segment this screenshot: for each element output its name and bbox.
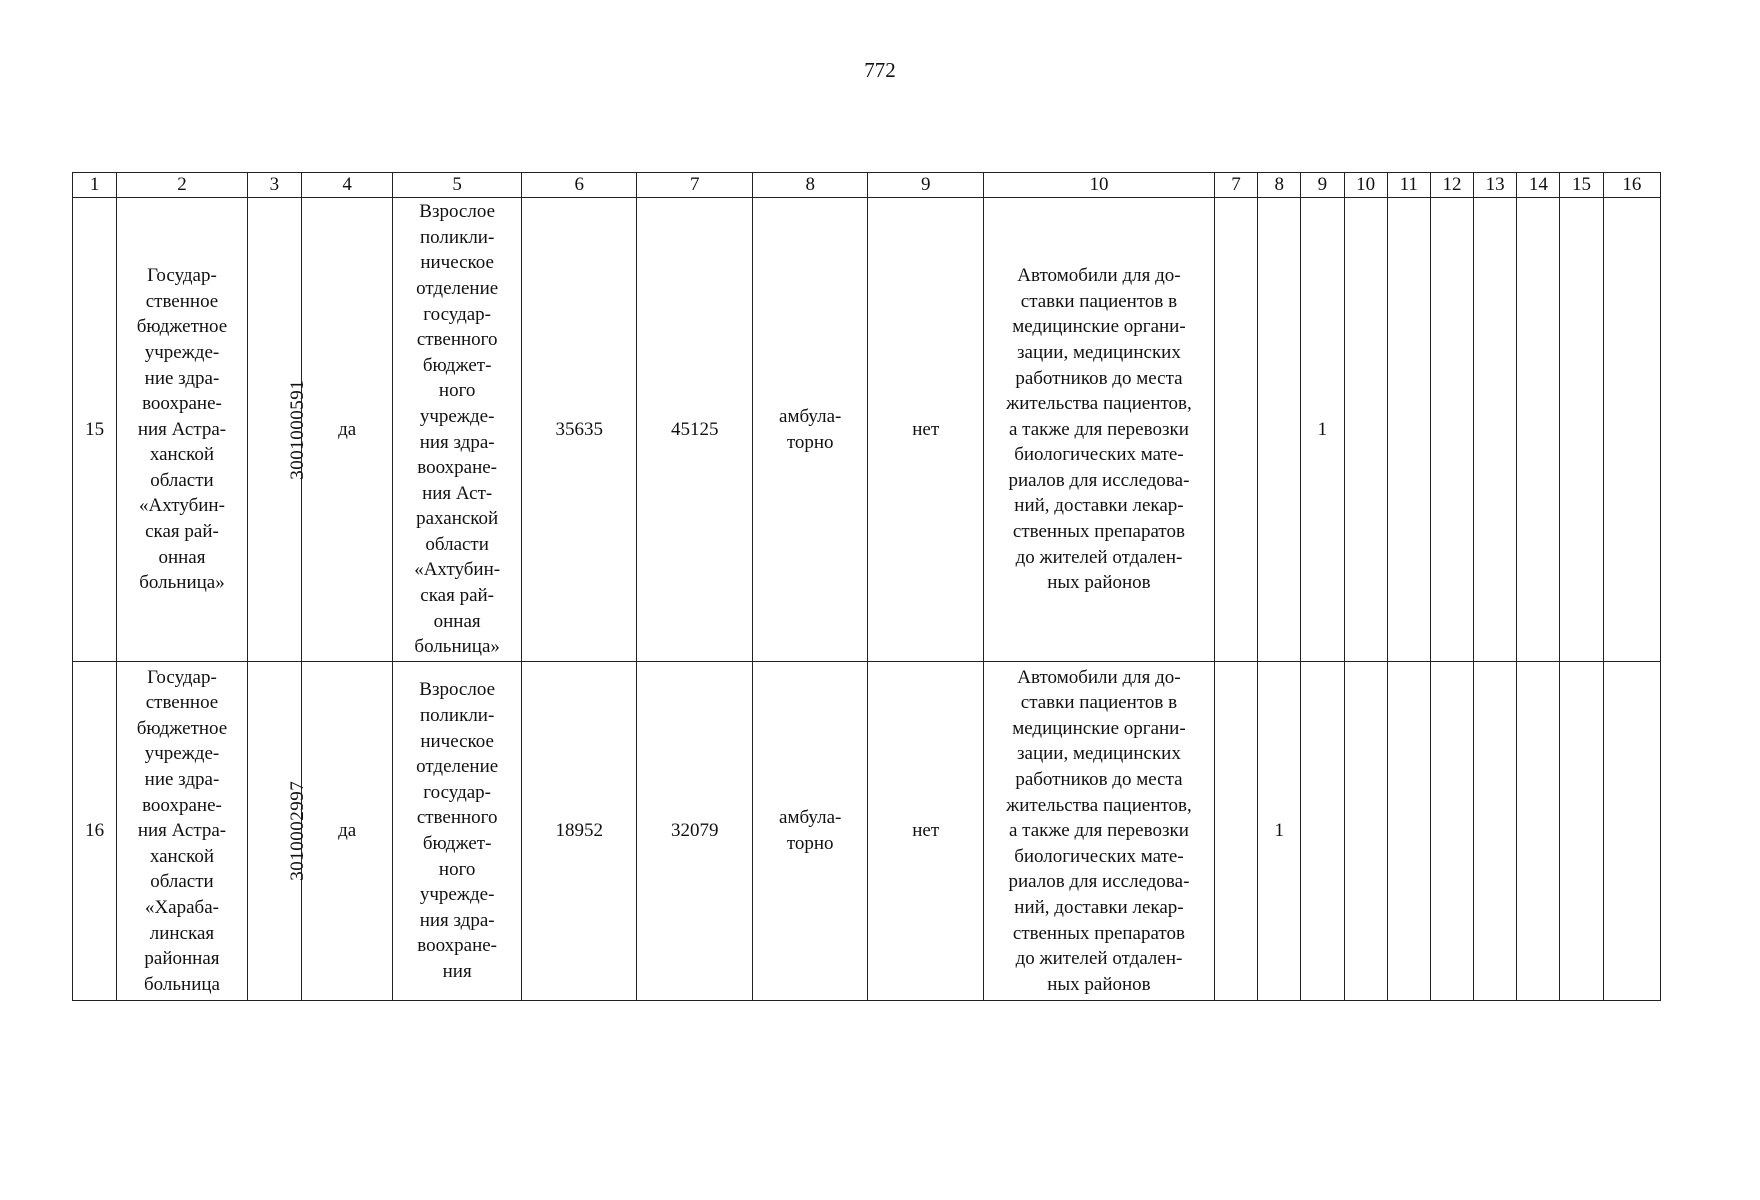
vehicle-purpose: Автомобили для до- ставки пациентов в медицинские органи- зации, медицинских работников до места жительства пациентов, а также для перевозки биологических мате- риалов для исследова- ний, доставки лекар- ственных препаратов до жителей отдален- ных районов [983,198,1214,662]
count-cell [1474,662,1517,1001]
count-cell [1387,198,1430,662]
data-table [72,172,1661,1001]
header-cell: 4 [301,173,392,198]
header-cell: 6 [521,173,637,198]
count-cell [1603,198,1660,662]
organization-code: 3010002997 [286,781,308,881]
header-cell: 2 [117,173,248,198]
count-cell: 1 [1258,662,1301,1001]
page-number: 772 [864,58,896,82]
count-cell [1214,198,1257,662]
value-7: 32079 [637,662,753,1001]
vehicle-purpose: Автомобили для до- ставки пациентов в медицинские органи- зации, медицинских работников до места жительства пациентов, а также для перевозки биологических мате- риалов для исследова- ний, доставки лекар- ственных препаратов до жителей отдален- ных районов [983,662,1214,1001]
count-cell [1517,198,1560,662]
header-cell: 1 [73,173,117,198]
header-cell: 10 [983,173,1214,198]
header-cell: 7 [637,173,753,198]
header-cell: 8 [752,173,868,198]
count-cell [1603,662,1660,1001]
count-cell [1344,198,1387,662]
header-cell: 7 [1214,173,1257,198]
organization-code: 3001000591 [286,379,308,480]
value-9: нет [868,662,984,1001]
count-cell [1560,662,1603,1001]
header-cell: 10 [1344,173,1387,198]
value-9: нет [868,198,984,662]
count-cell: 1 [1301,198,1344,662]
header-cell: 5 [393,173,522,198]
header-cell: 12 [1430,173,1473,198]
value-7: 45125 [637,198,753,662]
header-cell: 13 [1474,173,1517,198]
value-6: 35635 [521,198,637,662]
count-cell [1560,198,1603,662]
organization-name: Государ- ственное бюджетное учрежде- ние здра- воохране- ния Астра- ханской области «Хараба- линская районная больница [117,662,248,1001]
organization-name: Государ- ственное бюджетное учрежде- ние здра- воохране- ния Астра- ханской области «Ахтубин- ская рай- онная больница» [117,198,248,662]
care-mode: амбула- торно [752,662,868,1001]
count-cell [1344,662,1387,1001]
row-number: 16 [73,662,117,1001]
header-row [73,173,1661,198]
flag-value: да [301,198,392,662]
count-cell [1301,662,1344,1001]
count-cell [1214,662,1257,1001]
header-cell: 3 [247,173,301,198]
flag-value: да [301,662,392,1001]
count-cell [1387,662,1430,1001]
row-number: 15 [73,198,117,662]
count-cell [1517,662,1560,1001]
organization-code-cell [247,198,308,662]
table-row [73,198,1661,662]
table-row [73,662,1661,1001]
header-cell: 9 [868,173,984,198]
organization-code-cell [247,662,308,1001]
count-cell [1474,198,1517,662]
count-cell [1430,662,1473,1001]
header-cell: 14 [1517,173,1560,198]
header-cell: 15 [1560,173,1603,198]
count-cell [1430,198,1473,662]
unit-name: Взрослое поликли- ническое отделение государ- ственного бюджет- ного учрежде- ния здра- воохране- ния [393,662,522,1001]
care-mode: амбула- торно [752,198,868,662]
header-cell: 11 [1387,173,1430,198]
header-cell: 16 [1603,173,1660,198]
count-cell [1258,198,1301,662]
header-cell: 9 [1301,173,1344,198]
header-cell: 8 [1258,173,1301,198]
value-6: 18952 [521,662,637,1001]
unit-name: Взрослое поликли- ническое отделение государ- ственного бюджет- ного учрежде- ния здра- воохране- ния Аст- раханской области «Ахтубин- ская рай- онная больница» [393,198,522,662]
